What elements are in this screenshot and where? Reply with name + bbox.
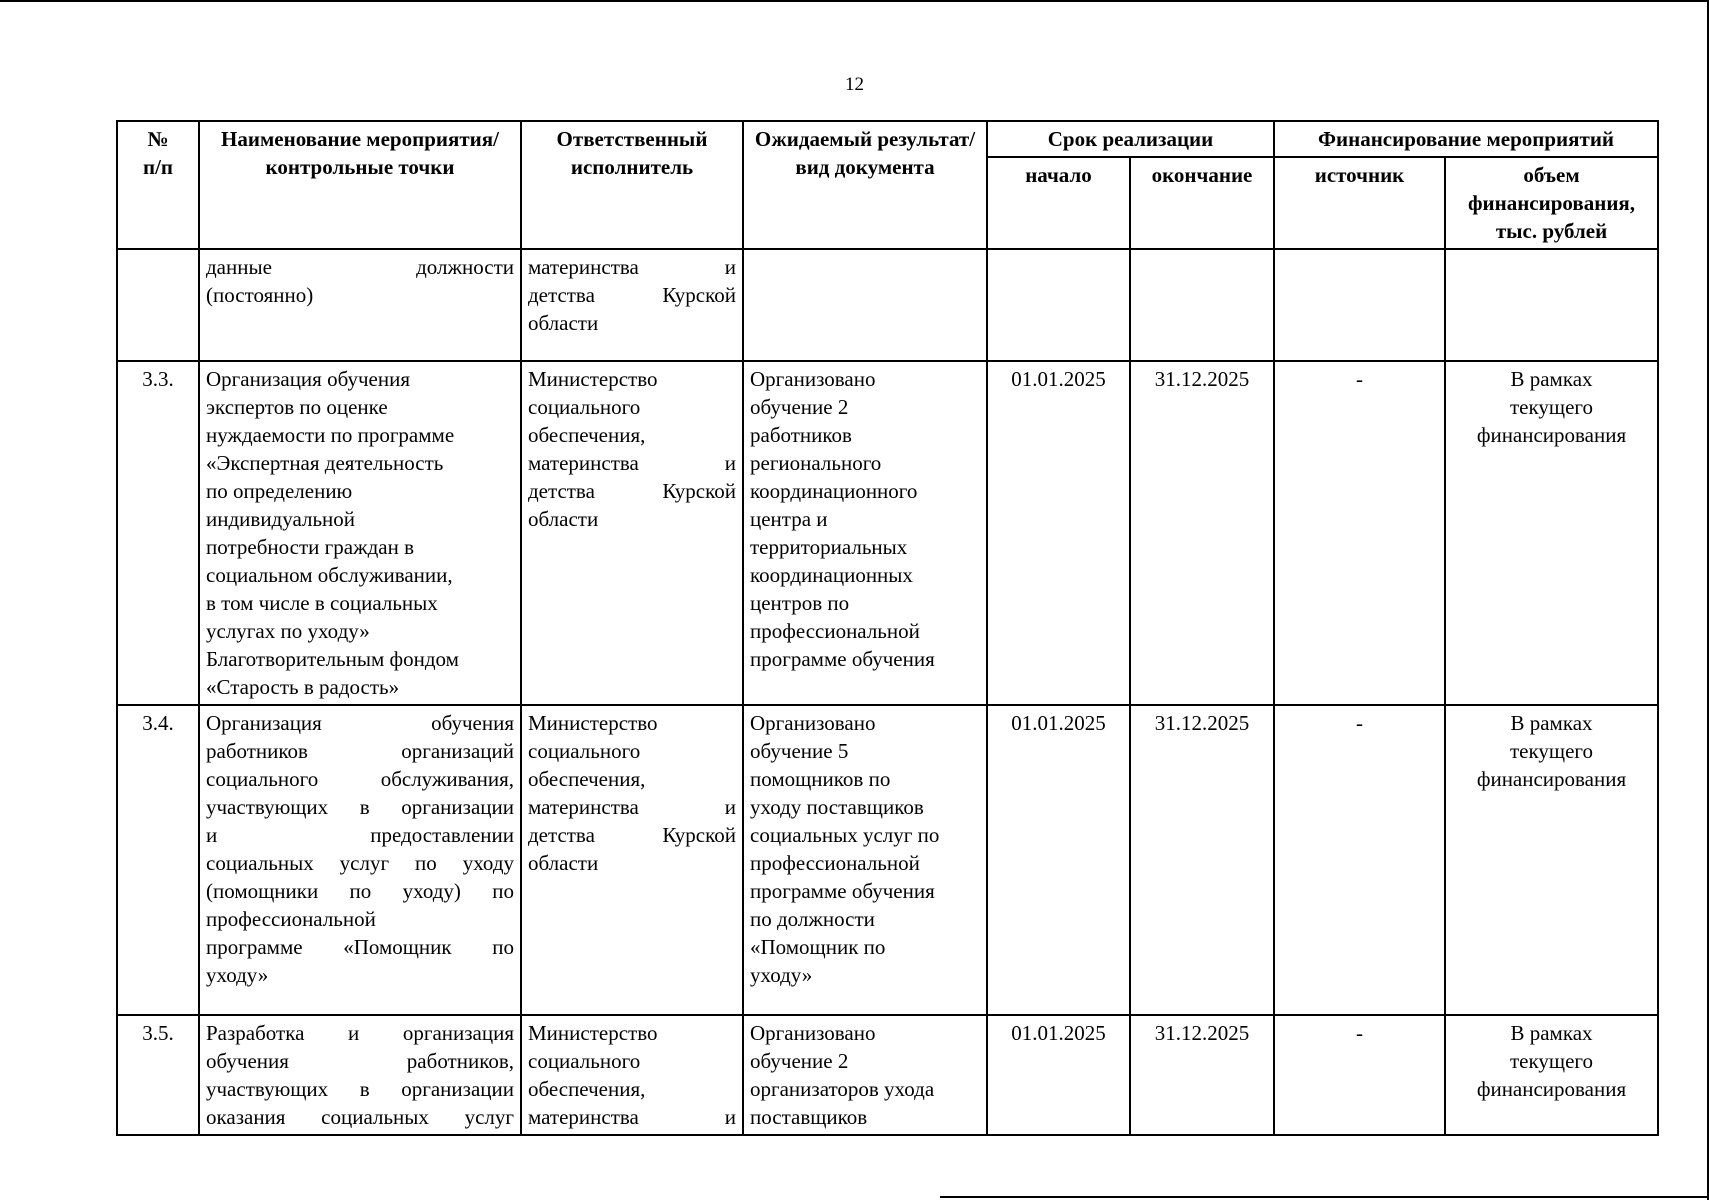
- activity-name: [199, 361, 521, 705]
- activity-name-line: социального обслуживания,: [206, 767, 514, 791]
- responsible-line: Министерство: [528, 711, 658, 735]
- expected-result-line: координационных: [750, 563, 913, 587]
- expected-result-line: помощников по: [750, 767, 891, 791]
- responsible-line: обеспечения,: [528, 423, 646, 447]
- expected-result-line: обучение 5: [750, 739, 849, 763]
- end-date: 31.12.2025: [1130, 1015, 1274, 1135]
- expected-result-line: профессиональной: [750, 851, 920, 875]
- expected-result-line: профессиональной: [750, 619, 920, 643]
- finance-volume-line: текущего: [1510, 739, 1593, 763]
- finance-volume: [1445, 361, 1658, 705]
- expected-result-line: работников: [750, 423, 852, 447]
- expected-result-line: Организовано: [750, 1021, 876, 1045]
- responsible: [521, 705, 743, 1015]
- finance-source: [1274, 249, 1445, 361]
- finance-volume: [1445, 1015, 1658, 1135]
- expected-result: [743, 705, 987, 1015]
- expected-result-line: регионального: [750, 451, 882, 475]
- expected-result-line: программе обучения: [750, 879, 935, 903]
- table-row: [117, 1015, 1658, 1135]
- activity-name-line: (помощники по уходу) по: [206, 879, 514, 903]
- page-number: 12: [845, 74, 864, 95]
- expected-result-line: программе обучения: [750, 647, 935, 671]
- header-term-group: Срок реализации: [987, 121, 1274, 157]
- expected-result-line: координационного: [750, 479, 918, 503]
- finance-source: -: [1274, 361, 1445, 705]
- expected-result-line: обучение 2: [750, 395, 849, 419]
- responsible: [521, 1015, 743, 1135]
- activity-name-line: потребности граждан в: [206, 535, 415, 559]
- responsible-line: обеспечения,: [528, 1077, 646, 1101]
- activity-name-line: уходу»: [206, 963, 269, 987]
- scan-edge-top: [0, 0, 1709, 2]
- finance-volume: [1445, 249, 1658, 361]
- responsible-line: детства Курской: [528, 283, 736, 307]
- responsible-line: детства Курской: [528, 479, 736, 503]
- end-date: 31.12.2025: [1130, 705, 1274, 1015]
- header-num: № п/п: [117, 121, 199, 249]
- finance-volume-line: В рамках: [1510, 1021, 1593, 1045]
- finance-volume-line: текущего: [1510, 1049, 1593, 1073]
- activity-name-line: программе «Помощник по: [206, 935, 514, 959]
- header-result: Ожидаемый результат/вид документа: [743, 121, 987, 249]
- row-number: 3.5.: [117, 1015, 199, 1135]
- row-number: 3.3.: [117, 361, 199, 705]
- activity-name-line: «Старость в радость»: [206, 675, 400, 699]
- header-end: окончание: [1130, 157, 1274, 249]
- activity-name-line: социальном обслуживании,: [206, 563, 453, 587]
- activity-name: [199, 705, 521, 1015]
- expected-result-line: уходу поставщиков: [750, 795, 924, 819]
- expected-result-line: по должности: [750, 907, 875, 931]
- responsible-line: области: [528, 507, 599, 531]
- expected-result-line: поставщиков: [750, 1105, 868, 1129]
- expected-result: [743, 249, 987, 361]
- table-header: [117, 121, 1658, 249]
- end-date: 31.12.2025: [1130, 361, 1274, 705]
- start-date: [987, 249, 1130, 361]
- finance-volume-line: финансирования: [1476, 1077, 1627, 1101]
- expected-result-line: Организовано: [750, 711, 876, 735]
- header-name: Наименование мероприятия/контрольные точки: [199, 121, 521, 249]
- activity-name-line: данные должности: [206, 255, 514, 279]
- activity-name-line: экспертов по оценке: [206, 395, 388, 419]
- finance-volume-line: В рамках: [1510, 367, 1593, 391]
- header-start: начало: [987, 157, 1130, 249]
- activity-name-line: Разработка и организация: [206, 1021, 514, 1045]
- responsible: [521, 361, 743, 705]
- expected-result-line: уходу»: [750, 963, 813, 987]
- responsible-line: Министерство: [528, 367, 658, 391]
- table-row: [117, 361, 1658, 705]
- responsible-line: обеспечения,: [528, 767, 646, 791]
- activity-name-line: Организация обучения: [206, 367, 410, 391]
- activity-name-line: «Экспертная деятельность: [206, 451, 444, 475]
- activity-name-line: в том числе в социальных: [206, 591, 438, 615]
- activity-name-line: оказания социальных услуг: [206, 1105, 514, 1129]
- expected-result-line: «Помощник по: [750, 935, 886, 959]
- expected-result: [743, 1015, 987, 1135]
- responsible-line: социального: [528, 739, 641, 763]
- responsible-line: социального: [528, 395, 641, 419]
- activity-name-line: профессиональной: [206, 907, 376, 931]
- responsible-line: материнства и: [528, 1105, 736, 1129]
- expected-result-line: социальных услуг по: [750, 823, 940, 847]
- activity-name-line: Благотворительным фондом: [206, 647, 459, 671]
- activity-name-line: Организация обучения: [206, 711, 514, 735]
- finance-volume: [1445, 705, 1658, 1015]
- activity-name-line: участвующих в организации: [206, 1077, 514, 1101]
- responsible-line: детства Курской: [528, 823, 736, 847]
- activity-name: [199, 249, 521, 361]
- table-row: [117, 249, 1658, 361]
- scan-edge-bottom: [940, 1196, 1709, 1198]
- activity-name-line: индивидуальной: [206, 507, 355, 531]
- row-number: 3.4.: [117, 705, 199, 1015]
- finance-volume-line: текущего: [1510, 395, 1593, 419]
- responsible-line: материнства и: [528, 255, 736, 279]
- header-responsible: Ответственный исполнитель: [521, 121, 743, 249]
- action-plan-table: [116, 120, 1659, 1136]
- activity-name-line: участвующих в организации: [206, 795, 514, 819]
- header-volume: объем финансирования, тыс. рублей: [1445, 157, 1658, 249]
- finance-volume-line: финансирования: [1476, 423, 1627, 447]
- expected-result-line: территориальных: [750, 535, 908, 559]
- expected-result-line: Организовано: [750, 367, 876, 391]
- activity-name-line: (постоянно): [206, 283, 314, 307]
- expected-result-line: центра и: [750, 507, 828, 531]
- header-source: источник: [1274, 157, 1445, 249]
- activity-name-line: услугах по уходу»: [206, 619, 370, 643]
- responsible: [521, 249, 743, 361]
- responsible-line: области: [528, 311, 599, 335]
- expected-result-line: обучение 2: [750, 1049, 849, 1073]
- activity-name-line: нуждаемости по программе: [206, 423, 455, 447]
- finance-source: -: [1274, 705, 1445, 1015]
- responsible-line: социального: [528, 1049, 641, 1073]
- expected-result-line: центров по: [750, 591, 850, 615]
- responsible-line: материнства и: [528, 795, 736, 819]
- table-row: [117, 705, 1658, 1015]
- activity-name-line: социальных услуг по уходу: [206, 851, 514, 875]
- activity-name-line: обучения работников,: [206, 1049, 514, 1073]
- activity-name-line: и предоставлении: [206, 823, 514, 847]
- end-date: [1130, 249, 1274, 361]
- responsible-line: области: [528, 851, 599, 875]
- activity-name-line: по определению: [206, 479, 353, 503]
- header-finance-group: Финансирование мероприятий: [1274, 121, 1658, 157]
- expected-result: [743, 361, 987, 705]
- finance-volume-line: В рамках: [1510, 711, 1593, 735]
- activity-name-line: работников организаций: [206, 739, 514, 763]
- expected-result-line: организаторов ухода: [750, 1077, 935, 1101]
- responsible-line: Министерство: [528, 1021, 658, 1045]
- start-date: 01.01.2025: [987, 1015, 1130, 1135]
- row-number: [117, 249, 199, 361]
- finance-volume-line: финансирования: [1476, 767, 1627, 791]
- finance-source: -: [1274, 1015, 1445, 1135]
- table-body: [117, 249, 1658, 1135]
- activity-name: [199, 1015, 521, 1135]
- start-date: 01.01.2025: [987, 361, 1130, 705]
- responsible-line: материнства и: [528, 451, 736, 475]
- start-date: 01.01.2025: [987, 705, 1130, 1015]
